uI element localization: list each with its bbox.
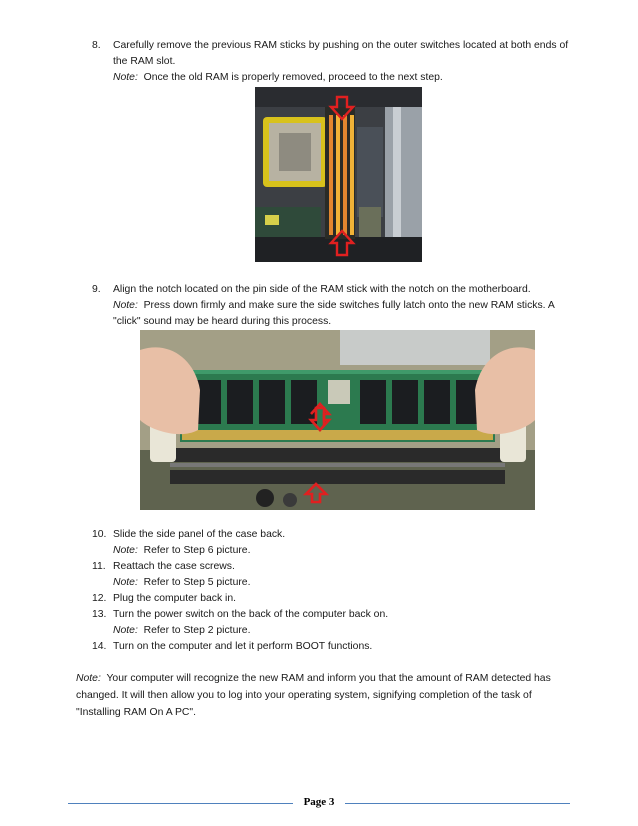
note-text: Refer to Step 5 picture. xyxy=(143,577,251,589)
note-label: Note: xyxy=(113,300,138,312)
step-text: Turn on the computer and let it perform BOOT functions. xyxy=(113,641,373,652)
note-label: Note: xyxy=(113,72,138,84)
step-9 xyxy=(92,282,572,331)
closing-note xyxy=(76,670,576,721)
step-8 xyxy=(92,38,572,87)
step-text: Reattach the case screws. xyxy=(113,561,235,572)
step-number: 8. xyxy=(92,40,101,51)
step-12 xyxy=(92,591,572,607)
step-number: 9. xyxy=(92,284,101,295)
step-number: 14. xyxy=(92,641,107,652)
closing-text: Your computer will recognize the new RAM and inform you that the amount of RAM detected has changed. It will then allow you to log into your operating system, signifying completion of the task of "Installing RAM On A PC". xyxy=(76,673,551,718)
note-label: Note: xyxy=(113,545,138,557)
step-13 xyxy=(92,607,572,639)
photo-insert-ram-image xyxy=(140,330,535,510)
step-note xyxy=(113,70,572,86)
note-text: Once the old RAM is properly removed, proceed to the next step. xyxy=(143,72,443,84)
step-text: Turn the power switch on the back of the computer back on. xyxy=(113,609,389,620)
photo-insert-ram xyxy=(140,330,535,510)
step-text: Align the notch located on the pin side of the RAM stick with the notch on the motherboard. xyxy=(113,284,531,295)
step-10 xyxy=(92,527,572,559)
note-label: Note: xyxy=(113,577,138,589)
note-text: Refer to Step 6 picture. xyxy=(143,545,251,557)
step-number: 13. xyxy=(92,609,107,620)
step-number: 12. xyxy=(92,593,107,604)
step-11 xyxy=(92,559,572,591)
note-text: Press down firmly and make sure the side switches fully latch onto the new RAM sticks. A "click" sound may be heard during this process. xyxy=(113,300,555,328)
step-text: Plug the computer back in. xyxy=(113,593,237,604)
note-text: Refer to Step 2 picture. xyxy=(143,625,251,637)
step-text: Slide the side panel of the case back. xyxy=(113,529,286,540)
note-label: Note: xyxy=(113,625,138,637)
step-note xyxy=(113,298,572,330)
step-number: 10. xyxy=(92,529,107,540)
step-number: 11. xyxy=(92,561,106,572)
step-note xyxy=(113,543,572,559)
step-text: Carefully remove the previous RAM sticks by pushing on the outer switches located at both ends of the RAM slot. xyxy=(113,40,569,68)
photo-remove-ram-image xyxy=(255,87,422,262)
step-note xyxy=(113,623,572,639)
page-number: Page 3 xyxy=(303,796,335,808)
step-14 xyxy=(92,639,572,655)
step-note xyxy=(113,575,572,591)
photo-remove-ram xyxy=(255,87,422,262)
note-label: Note: xyxy=(76,673,101,684)
